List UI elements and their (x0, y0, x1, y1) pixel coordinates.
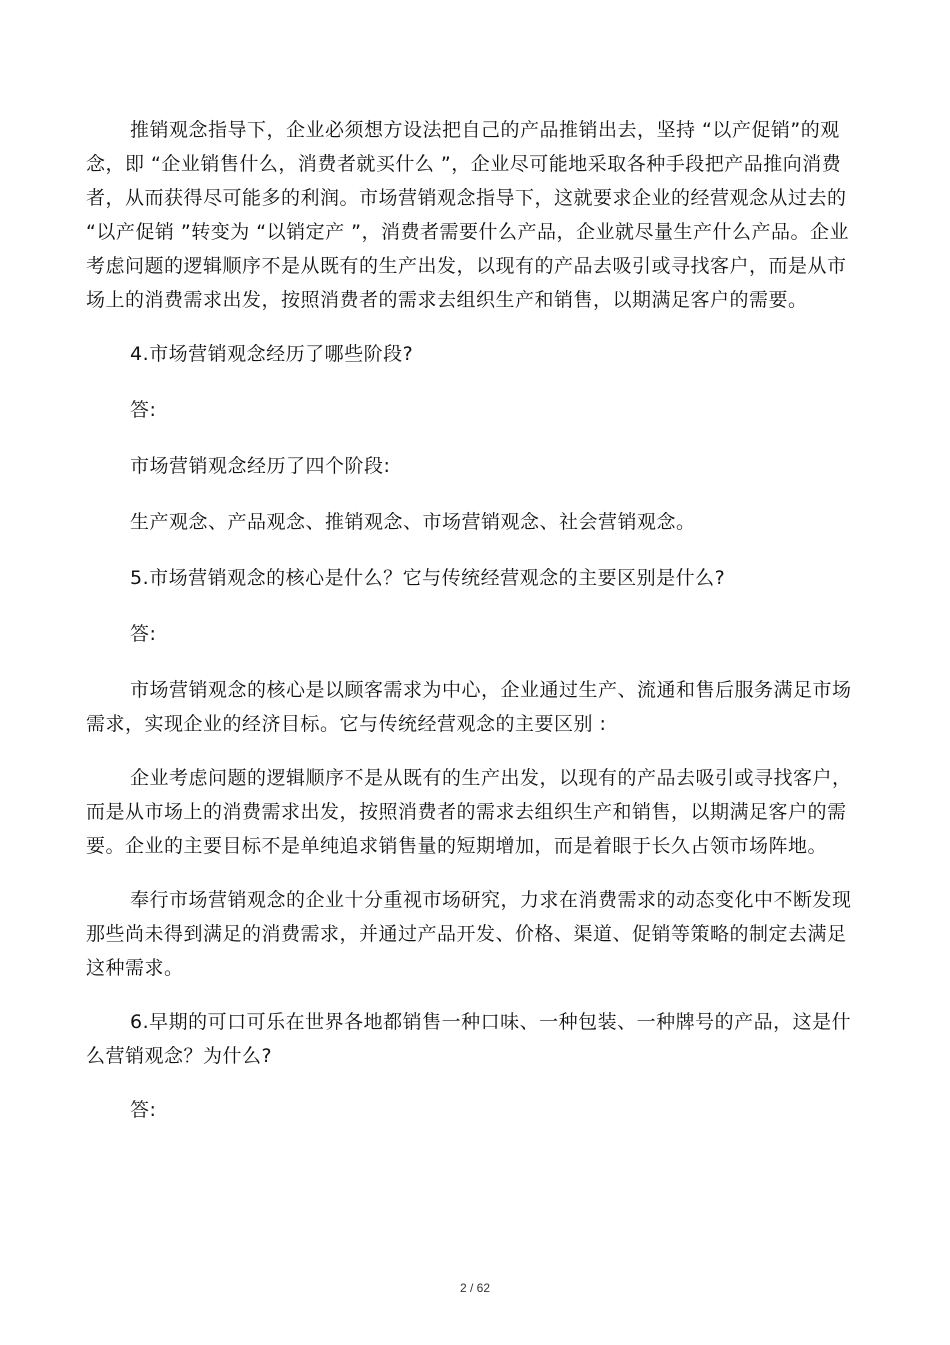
answer-4-intro: 市场营销观念经历了四个阶段: (130, 455, 391, 477)
answer-label-6: 答: (130, 1099, 157, 1121)
document-body (86, 113, 856, 1147)
answer-5-core: 市场营销观念的核心是以顾客需求为中心，企业通过生产、流通和售后服务满足市场需求，实现企业的经济目标。它与传统经营观念的主要区别 : (86, 679, 852, 735)
paragraph-selling-concept: 推销观念指导下，企业必须想方设法把自己的产品推销出去，坚持 “以产促销”的观念，即 “企业销售什么，消费者就买什么 ”，企业尽可能地采取各种手段把产品推向消费者，从而获得尽可能多的利润。市场营销观念指导下，这就要求企业的经营观念从过去的 “以产促销 ”转变为 “以销定产 ”，消费者需要什么产品，企业就尽量生产什么产品。企业考虑问题的逻辑顺序不是从既有的生产出发，以现有的产品去吸引或寻找客户，而是从市场上的消费需求出发，按照消费者的需求去组织生产和销售，以期满足客户的需要。 (86, 119, 849, 311)
question-5: 5.市场营销观念的核心是什么？它与传统经营观念的主要区别是什么? (130, 567, 726, 589)
answer-label-4: 答: (130, 399, 157, 421)
page-number: 2 / 62 (459, 1281, 491, 1295)
question-6: 6.早期的可口可乐在世界各地都销售一种口味、一种包装、一种牌号的产品，这是什么营销观念？为什么? (86, 1011, 852, 1067)
answer-5-difference-1: 企业考虑问题的逻辑顺序不是从既有的生产出发，以现有的产品去吸引或寻找客户，而是从市场上的消费需求出发，按照消费者的需求去组织生产和销售，以期满足客户的需要。企业的主要目标不是单纯追求销售量的短期增加，而是着眼于长久占领市场阵地。 (86, 767, 852, 857)
answer-5-difference-2: 奉行市场营销观念的企业十分重视市场研究，力求在消费需求的动态变化中不断发现那些尚未得到满足的消费需求，并通过产品开发、价格、渠道、促销等策略的制定去满足这种需求。 (86, 889, 852, 979)
question-4: 4.市场营销观念经历了哪些阶段? (130, 343, 414, 365)
answer-4-stages: 生产观念、产品观念、推销观念、市场营销观念、社会营销观念。 (130, 511, 696, 533)
answer-label-5: 答: (130, 623, 157, 645)
